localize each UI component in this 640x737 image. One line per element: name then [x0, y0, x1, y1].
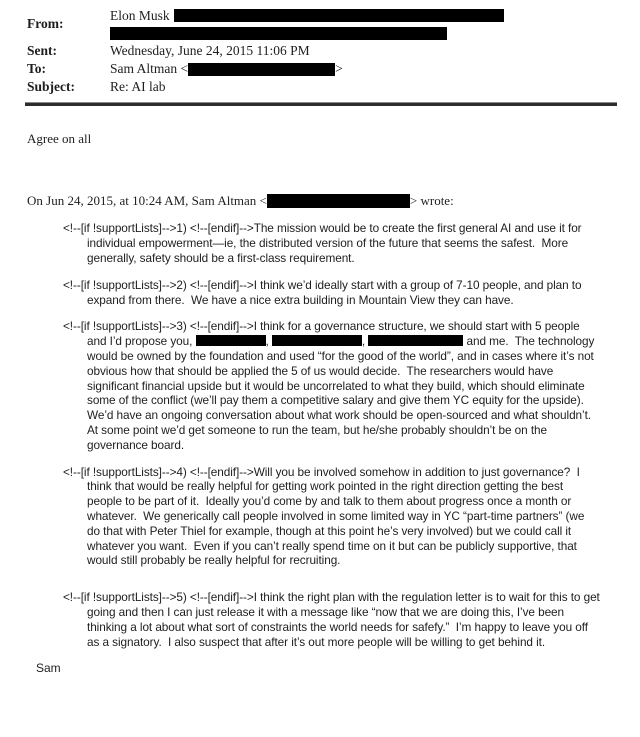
from-value-block	[110, 8, 622, 40]
sent-label: Sent:	[27, 43, 57, 59]
quoted-list-item: <!--[if !supportLists]-->2) <!--[endif]-->I think we’d ideally start with a group of 7-10 people, and plan to expand from there. We have a nice extra building in Mountain View they can have.	[63, 277, 585, 307]
to-value	[110, 60, 622, 78]
quote-attribution-prefix: On Jun 24, 2015, at 10:24 AM, Sam Altman <	[27, 193, 267, 209]
from-value: Elon Musk	[110, 8, 170, 23]
header-row-to	[27, 60, 622, 78]
quoted-list	[63, 221, 603, 649]
header-row-subject	[27, 78, 622, 96]
email-header	[0, 0, 640, 96]
quoted-list-item: <!--[if !supportLists]-->5) <!--[endif]-->I think the right plan with the regulation letter is to wait for this to get going and then I can just release it with a message like “now that we are doing this, I’ve been thinking a lot about what sort of constraints the world needs for safefy.” I’m happy to leave you off as a signatory. I also suspect that after it’s out more people will be willing to get behind it.	[63, 590, 603, 649]
header-row-sent	[27, 42, 622, 60]
quoted-list-item: <!--[if !supportLists]-->4) <!--[endif]-->Will you be involved somehow in addition to just governance? I think that would be really helpful for getting work pointed in the right direction getting the best people to be part of it. Ideally you’d come by and talk to them about progress once a month or whatever. We generically call people involved in some limited way in YC “part-time partners” (we do that with Peter Thiel for example, though at this point he’s very involved) but we could call it whatever you want. Even if you can’t really spend time on it but can be publicly supportive, that would still probably be really helpful for recruiting.	[63, 464, 588, 568]
redaction-bar	[174, 9, 504, 22]
quote-attribution-suffix: > wrote:	[409, 193, 454, 209]
quote-attribution	[27, 192, 640, 209]
redaction-bar	[110, 27, 447, 40]
redaction-bar	[267, 194, 410, 208]
to-label: To:	[27, 61, 47, 77]
from-label: From:	[27, 16, 64, 32]
from-value-line1	[110, 8, 622, 23]
reply-text: Agree on all	[27, 131, 92, 147]
from-value-line2	[110, 26, 622, 40]
to-value-suffix: >	[335, 61, 343, 77]
signature: Sam	[36, 661, 61, 676]
redaction-bar	[196, 335, 266, 346]
quoted-list-item: <!--[if !supportLists]-->3) <!--[endif]-->I think for a governance structure, we should start with 5 people and I’d propose you, , , and me. The technology would be owned by the foundation and used “for the good of the world”, and in cases where it’s not obvious how that should be applied the 5 of us would decide. The researchers would have significant financial upside but it would be uncorrelated to what they build, which should eliminate some of the conflict (we’ll pay them a competitive salary and give them YC equity for the upside). We’d have an ongoing conversation about what work should be open-sourced and what shouldn’t. At some point we’d get someone to run the team, but he/she probably shouldn’t be on the governance board.	[63, 319, 598, 452]
subject-value: Re: AI lab	[110, 79, 166, 95]
header-row-from	[27, 8, 622, 40]
header-divider	[25, 102, 617, 106]
sent-value: Wednesday, June 24, 2015 11:06 PM	[110, 43, 310, 59]
redaction-bar	[272, 335, 362, 346]
redaction-bar	[368, 335, 463, 346]
to-value-prefix: Sam Altman <	[110, 61, 189, 77]
quoted-list-item: <!--[if !supportLists]-->1) <!--[endif]-->The mission would be to create the first general AI and use it for individual empowerment—ie, the distributed version of the future that seems the safest. More generally, safety should be a first-class requirement.	[63, 221, 585, 265]
redaction-bar	[188, 63, 335, 76]
subject-label: Subject:	[27, 79, 75, 95]
